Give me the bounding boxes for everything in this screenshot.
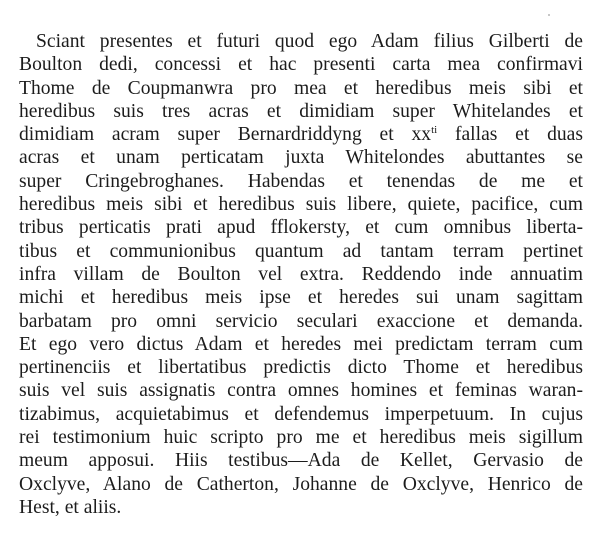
text-line: heredibus meis sibi et heredibus suis libere, quiete, pacifice, cum [19, 194, 583, 216]
text-line: super Cringebroghanes. Habendas et tenendas de me et [19, 170, 583, 192]
text-fragment: fallas et duas [437, 124, 583, 146]
text-line: Thome de Coupmanwra pro mea et heredibus meis sibi et [19, 77, 583, 99]
text-line: suis vel suis assignatis contra omnes homines et feminas waran- [19, 380, 583, 402]
text-line: tribus perticatis prati apud fflokersty, et cum omnibus liberta- [19, 217, 583, 239]
paper-speck [548, 14, 550, 16]
text-fragment: dimidiam acram super Bernardriddyng et xx [19, 124, 432, 146]
text-line: Hest, et aliis. [19, 496, 122, 518]
text-line: infra villam de Boulton vel extra. Reddendo inde annuatim [19, 263, 583, 285]
text-line-with-superscript [19, 123, 583, 146]
text-line: meum apposui. Hiis testibus—Ada de Kellet, Gervasio de [19, 450, 583, 472]
text-line: michi et heredibus meis ipse et heredes sui unam sagittam [19, 287, 583, 309]
text-line: Et ego vero dictus Adam et heredes mei predictam terram cum [19, 333, 583, 355]
superscript-text: ti [431, 124, 438, 137]
text-line: tizabimus, acquietabimus et defendemus imperpetuum. In cujus [19, 403, 583, 425]
text-line: acras et unam perticatam juxta Whitelondes abuttantes se [19, 147, 583, 169]
text-line: rei testimonium huic scripto pro me et heredibus meis sigillum [19, 427, 583, 449]
text-line: heredibus suis tres acras et dimidiam super Whitelandes et [19, 100, 583, 122]
text-line: Boulton dedi, concessi et hac presenti carta mea confirmavi [19, 54, 583, 76]
text-line: barbatam pro omni servicio seculari exaccione et demanda. [19, 310, 583, 332]
text-line: Sciant presentes et futuri quod ego Adam filius Gilberti de [36, 31, 583, 52]
text-line: pertinenciis et libertatibus predictis dicto Thome et heredibus [19, 357, 583, 379]
charter-text [19, 30, 583, 519]
text-line: tibus et communionibus quantum ad tantam terram pertinet [19, 240, 583, 262]
text-line: Oxclyve, Alano de Catherton, Johanne de Oxclyve, Henrico de [19, 473, 583, 495]
